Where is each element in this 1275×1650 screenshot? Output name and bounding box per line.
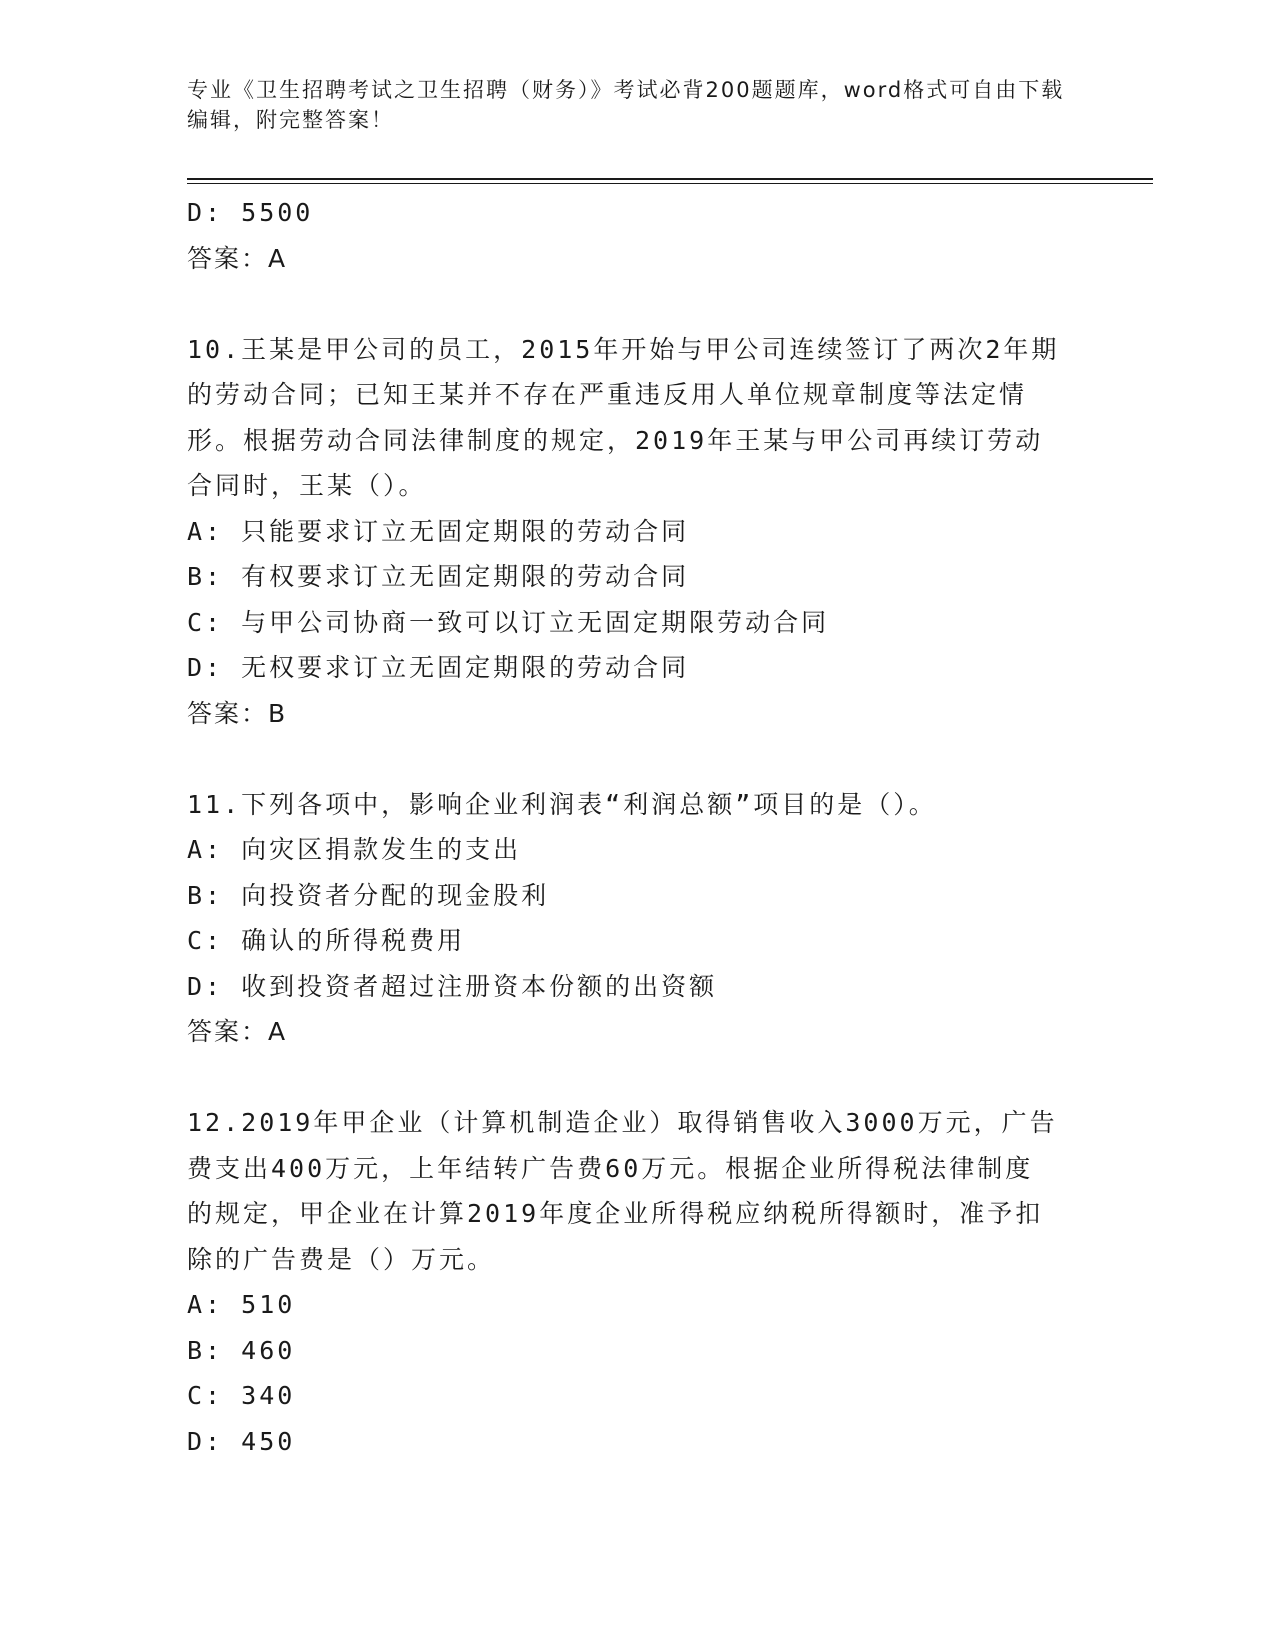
option-b: B: 向投资者分配的现金股利: [187, 880, 550, 910]
header-divider-thick: [187, 178, 1153, 180]
question-11: [187, 782, 1077, 1055]
spacer: [187, 281, 1077, 327]
question-text-line: 11.下列各项中，影响企业利润表“利润总额”项目的是（）。: [187, 789, 937, 819]
option-b: B: 有权要求订立无固定期限的劳动合同: [187, 562, 690, 591]
question-text-line: 费支出400万元，上年结转广告费60万元。根据企业所得税法律制度: [187, 1153, 1034, 1183]
spacer: [187, 736, 1077, 782]
spacer: [187, 1055, 1077, 1101]
answer-line: 答案：A: [187, 1017, 288, 1046]
question-text-line: 的劳动合同；已知王某并不存在严重违反用人单位规章制度等法定情: [187, 380, 1028, 409]
option-d: D: 5500: [187, 198, 314, 227]
header-divider-thin: [187, 183, 1153, 184]
page-header: 专业《卫生招聘考试之卫生招聘（财务）》考试必背200题题库，word格式可自由下载编辑，附完整答案！: [187, 78, 1065, 132]
option-d: D: 450: [187, 1426, 296, 1456]
option-c: C: 340: [187, 1381, 296, 1410]
option-b: B: 460: [187, 1335, 296, 1365]
option-a: A: 只能要求订立无固定期限的劳动合同: [187, 516, 690, 546]
question-text-line: 10.王某是甲公司的员工，2015年开始与甲公司连续签订了两次2年期: [187, 334, 1060, 364]
question-10: [187, 327, 1077, 737]
question-12: [187, 1100, 1077, 1464]
option-c: C: 与甲公司协商一致可以订立无固定期限劳动合同: [187, 607, 830, 637]
question-text-line: 的规定，甲企业在计算2019年度企业所得税应纳税所得额时，准予扣: [187, 1199, 1044, 1228]
option-c: C: 确认的所得税费用: [187, 926, 466, 955]
question-text-line: 除的广告费是（）万元。: [187, 1244, 496, 1274]
question-content: [187, 190, 1077, 1464]
question-text-line: 合同时，王某（）。: [187, 471, 427, 500]
question-text-line: 12.2019年甲企业（计算机制造企业）取得销售收入3000万元，广告: [187, 1108, 1058, 1137]
answer-line: 答案：B: [187, 698, 288, 728]
answer-line: 答案：A: [187, 243, 288, 273]
option-d: D: 无权要求订立无固定期限的劳动合同: [187, 653, 690, 682]
option-a: A: 向灾区捐款发生的支出: [187, 835, 522, 864]
question-text-line: 形。根据劳动合同法律制度的规定，2019年王某与甲公司再续订劳动: [187, 425, 1044, 455]
option-a: A: 510: [187, 1290, 296, 1319]
option-d: D: 收到投资者超过注册资本份额的出资额: [187, 971, 718, 1001]
